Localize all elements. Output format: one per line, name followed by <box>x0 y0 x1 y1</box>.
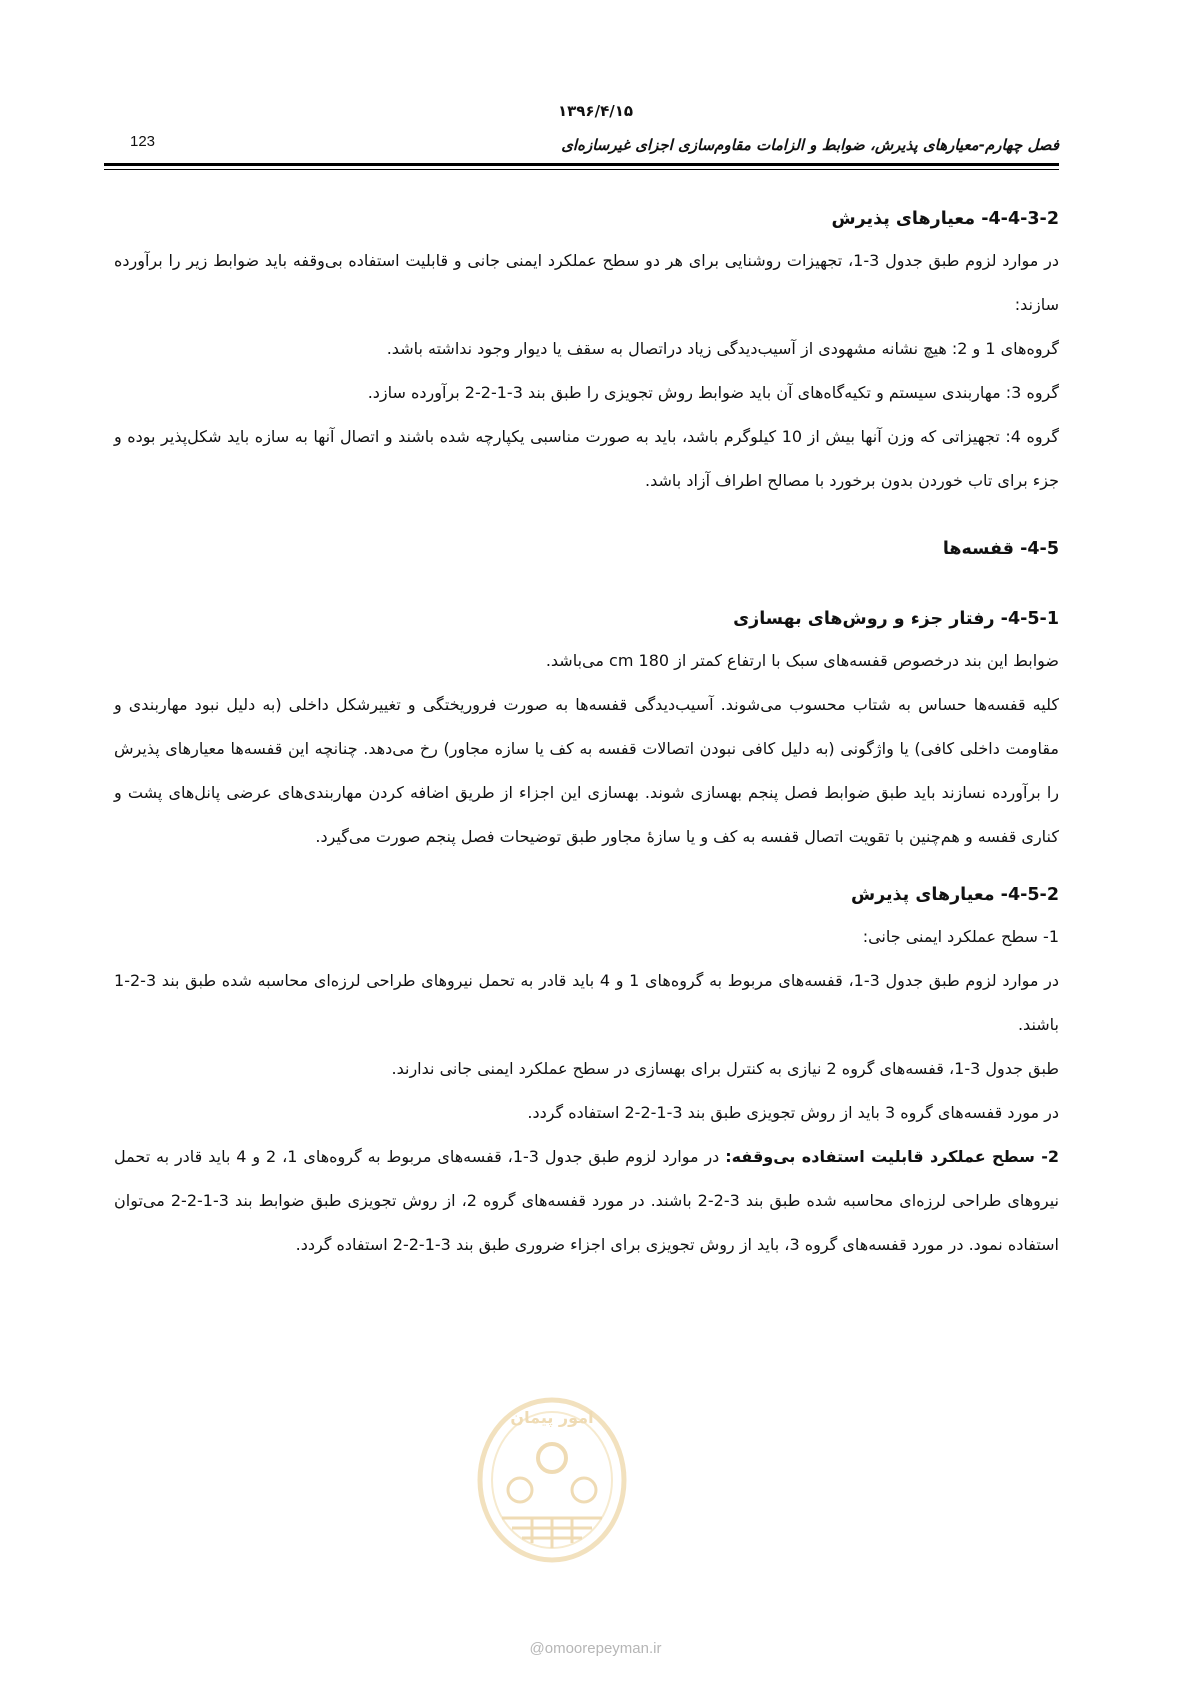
paragraph-immediate-occupancy <box>114 1135 1059 1267</box>
page-body <box>114 205 1059 1267</box>
paragraph-shelves-behavior: کلیه قفسه‌ها حساس به شتاب محسوب می‌شوند. آسیب‌دیدگی قفسه‌ها به صورت فروریختگی و تغییرشکل داخلی (به دلیل نبود مهاربندی و مقاومت داخلی کافی) یا واژگونی (به دلیل کافی نبودن اتصالات قفسه به کف یا سازه مجاور) رخ می‌دهد. چنانچه این قفسه‌ها معیارهای پذیرش را برآورده نسازند باید طبق ضوابط فصل پنجم بهسازی شوند. بهسازی این اجزاء از طریق اضافه کردن مهاربندی‌های عرضی پانل‌های پشت و کناری قفسه و هم‌چنین با تقویت اتصال قفسه به کف و یا سازهٔ مجاور طبق توضیحات فصل پنجم صورت می‌گیرد. <box>114 695 1059 846</box>
watermark-seal-text: امور پیمان <box>510 1408 594 1427</box>
paragraph-group-3: گروه 3: مهاربندی سیستم و تکیه‌گاه‌های آن باید ضوابط روش تجویزی را طبق بند 3-1-2-2 برآورده سازد. <box>367 383 1059 402</box>
section-heading-4-5: 4-5- قفسه‌ها <box>942 539 1059 559</box>
paragraph-life-safety-1: در موارد لزوم طبق جدول 3-1، قفسه‌های مربوط به گروه‌های 1 و 4 باید قادر به تحمل نیروهای طراحی لرزه‌ای محاسبه شده طبق بند 3-2-1 باشند. <box>114 971 1060 1034</box>
section-heading-4-5-2: 4-5-2- معیارهای پذیرش <box>850 885 1059 905</box>
paragraph-group-4: گروه 4: تجهیزاتی که وزن آنها بیش از 10 کیلوگرم باشد، باید به صورت مناسبی یکپارچه شده باشند و اتصال آنها به سازه باید شکل‌پذیر بوده و جزء برای تاب خوردن بدون برخورد با مصالح اطراف آزاد باشد. <box>114 427 1060 490</box>
header-chapter-title: فصل چهارم-معیارهای پذیرش، ضوابط و الزامات مقاوم‌سازی اجزای غیرسازه‌ای <box>561 136 1059 154</box>
paragraph-life-safety-3: در مورد قفسه‌های گروه 3 باید از روش تجویزی طبق بند 3-1-2-2 استفاده گردد. <box>527 1103 1059 1122</box>
item-immediate-occupancy-title: 2- سطح عملکرد قابلیت استفاده بی‌وقفه: <box>725 1147 1060 1166</box>
item-life-safety-title: 1- سطح عملکرد ایمنی جانی: <box>862 927 1059 946</box>
paragraph-lighting-intro: در موارد لزوم طبق جدول 3-1، تجهیزات روشنایی برای هر دو سطح عملکرد ایمنی جانی و قابلیت استفاده بی‌وقفه باید ضوابط زیر را برآورده سازند: <box>114 251 1060 314</box>
paragraph-shelves-scope: ضوابط این بند درخصوص قفسه‌های سبک با ارتفاع کمتر از 180 cm می‌باشد. <box>545 651 1059 670</box>
header-rule-thin <box>104 169 1059 170</box>
paragraph-life-safety-2: طبق جدول 3-1، قفسه‌های گروه 2 نیازی به کنترل برای بهسازی در سطح عملکرد ایمنی جانی ندارند. <box>391 1059 1059 1078</box>
section-heading-4-4-3-2: 4-4-3-2- معیارهای پذیرش <box>831 209 1059 229</box>
watermark-seal-icon <box>472 1388 632 1568</box>
watermark-url: @omoorepeyman.ir <box>529 1640 662 1657</box>
header-date: ۱۳۹۶/۴/۱۵ <box>557 102 634 120</box>
section-heading-4-5-1: 4-5-1- رفتار جزء و روش‌های بهسازی <box>733 609 1059 629</box>
header-rule-thick <box>104 163 1059 166</box>
page-number: 123 <box>130 133 156 150</box>
paragraph-groups-1-2: گروه‌های 1 و 2: هیچ نشانه مشهودی از آسیب‌دیدگی زیاد دراتصال به سقف یا دیوار وجود نداشته باشد. <box>386 339 1059 358</box>
item-immediate-occupancy-body: در موارد لزوم طبق جدول 3-1، قفسه‌های مربوط به گروه‌های 1، 2 و 4 باید قادر به تحمل نیروهای طراحی لرزه‌ای محاسبه شده طبق بند 3-2-2 باشند. در مورد قفسه‌های گروه 2، از روش تجویزی طبق ضوابط بند 3-1-2-2 می‌توان استفاده نمود. در مورد قفسه‌های گروه 3، باید از روش تجویزی برای اجزاء ضروری طبق بند 3-1-2-2 استفاده گردد. <box>114 1147 1059 1254</box>
